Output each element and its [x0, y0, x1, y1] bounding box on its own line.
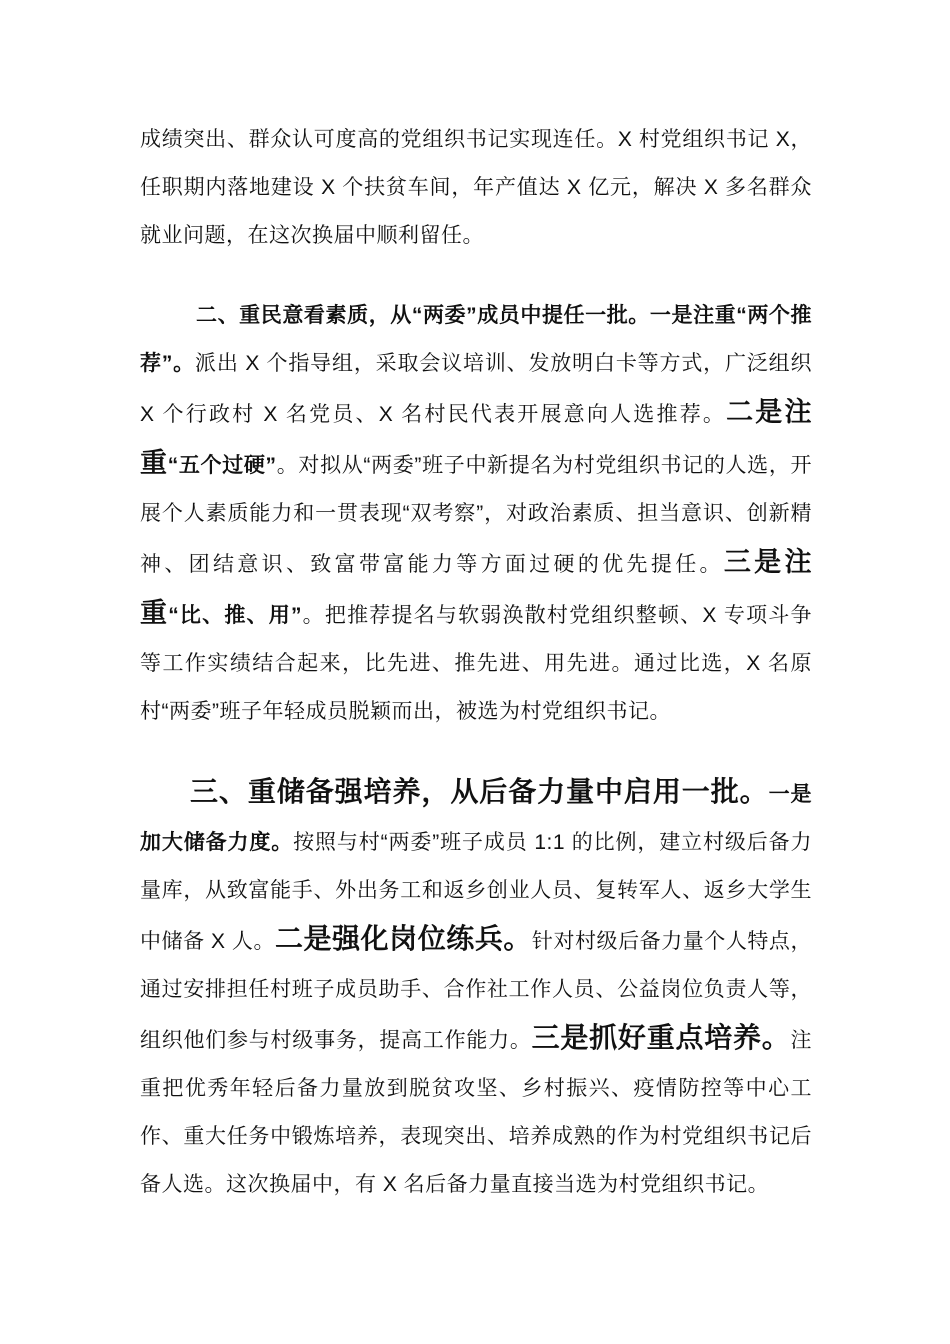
text-run: 。把推荐提名与软弱涣散村党组织整顿、X 专项斗争等工作实绩结合起来，比先进、推先进、用先进。通过比选，X 名原村“两委”班子年轻成员脱颖而出，被选为村党组织书记。 — [140, 604, 813, 723]
text-run: 针对村级后备力量个人特点，通过安排担任村班子成员助手、合作社工作人员、公益岗位负责人等，组织他们参与村级事务，提高工作能力。 — [140, 930, 812, 1052]
text-run: 。对拟从“两委”班子中新提名为村党组织书记的人选，开展个人素质能力和一贯表现“双考察”，对政治素质、担当意识、创新精神、团结意识、致富带富能力等方面过硬的优先提任。 — [140, 454, 813, 576]
quoted-term-run: “五个过硬” — [167, 454, 277, 477]
subpoint-heading-run: 二是强化岗位练兵。 — [275, 923, 532, 954]
emphasis-run: 二是注重 — [140, 397, 813, 478]
subpoint-heading-run: 一是加大储备力度。 — [140, 783, 812, 854]
text-run: 成绩突出、群众认可度高的党组织书记实现连任。X 村党组织书记 X，任职期内落地建设 X 个扶贫车间，年产值达 X 亿元，解决 X 多名群众就业问题，在这次换届中顺利留任。 — [140, 128, 812, 247]
section-three-heading-run: 三、重储备强培养，从后备力量中启用一批。 — [190, 776, 769, 807]
paragraph-continuation — [140, 116, 812, 260]
text-run: 按照与村“两委”班子成员 1:1 的比例，建立村级后备力量库，从致富能手、外出务工和返乡创业人员、复转军人、返乡大学生中储备 X 人。 — [140, 831, 812, 953]
text-run: 注重把优秀年轻后备力量放到脱贫攻坚、乡村振兴、疫情防控等中心工作、重大任务中锻炼培养，表现突出、培养成熟的作为村党组织书记后备人选。这次换届中，有 X 名后备力量直接当选为村党组织书记。 — [140, 1029, 812, 1196]
text-run: 派出 X 个指导组，采取会议培训、发放明白卡等方式，广泛组织 X 个行政村 X 名党员、X 名村民代表开展意向人选推荐。 — [140, 352, 812, 426]
emphasis-run: 三是注重 — [140, 547, 813, 628]
section-two-heading-run: 二、重民意看素质，从“两委”成员中提任一批。一是注重“两个推荐”。 — [140, 304, 812, 375]
paragraph-section-two — [140, 292, 812, 736]
quoted-term-run: “比、推、用” — [168, 604, 302, 627]
subpoint-heading-run: 三是抓好重点培养。 — [531, 1022, 791, 1053]
paragraph-section-three — [140, 768, 812, 1209]
